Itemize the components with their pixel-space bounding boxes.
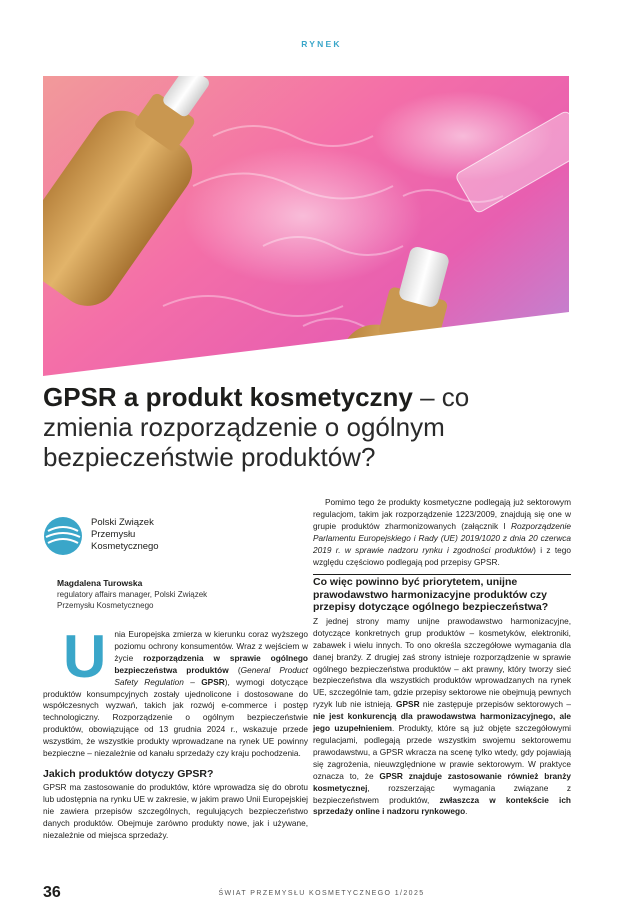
headline-rest: – co zmienia rozporządzenie o ogólnym bezpieczeństwie produktów? — [43, 382, 470, 472]
logo-line-2: Przemysłu — [91, 529, 136, 540]
sector-text-a: Pomimo tego że produkty kosmetyczne podlegają już sektorowym regulacjom, takim jak rozporządzenie 1223/2009, znajdują się one w grupie produktów zharmonizowanych (załącznik I — [313, 497, 571, 531]
priority-text-d: nie jest konkurencją dla prawodawstwa harmonizacyjnego, ale jego uzupełnieniem — [313, 711, 571, 734]
priority-text-e: . Produkty, które są już objęte szczegółowymi regulacjami, podlegają przede wszystkim swojemu sektorowemu prawodawstwu, a GPSR wkracza na scenę tylko wtedy, gdy pojawiają się zagrożenia, nieuwzględnione w prawie sektorowym. W praktyce oznacza to, że — [313, 723, 571, 781]
intro-paragraph — [43, 623, 308, 760]
priority-text-a: Z jednej strony mamy unijne prawodawstwo harmonizacyjne, dotyczące konkretnych grup produktów – kosmetyków, elektroniki, zabawek i wielu innych. To ono określa szczegółowe wymagania dla danej branży. Z drugiej zaś strony istnieje rozporządzenie w sprawie ogólnego bezpieczeństwa produktów – akt prawny, który tworzy sieć bezpieczeństwa dla wszystkich produktów wprowadzanych na rynek UE, szczególnie tam, gdzie przepisy sektorowe nie obejmują pewnych ryzyk lub nie istnieją. — [313, 615, 571, 710]
headline-bold: GPSR a produkt kosmetyczny — [43, 382, 413, 412]
sector-text-b: Rozporządzenie Parlamentu Europejskiego i Rady (UE) 2019/1020 z dnia 20 czerwca 2019 r. w sprawie nadzoru rynku i zgodności produktów — [313, 520, 571, 555]
priority-text-c: nie zastępuje przepisów sektorowych – — [419, 699, 571, 710]
priority-text-f: GPSR znajduje zastosowanie również branży kosmetycznej — [313, 770, 571, 793]
right-column — [313, 497, 571, 818]
sector-text-c: ) i z tego względu częściowo podlegają pod przepisy GPSR. — [313, 544, 571, 567]
author-box — [57, 577, 277, 611]
intro-text-f: GPSR — [201, 676, 225, 687]
intro-text-d: General Product Safety Regulation — [114, 664, 308, 687]
author-role-1: regulatory affairs manager, Polski Związek — [57, 590, 208, 599]
priority-text-g: , rozszerzając wymagania związane z bezpieczeństwem produktów, — [313, 782, 571, 805]
scope-paragraph: GPSR ma zastosowanie do produktów, które wprowadza się do obrotu lub udostępnia na rynku UE w zakresie, w jakim prawo Unii Europejskiej nie zawiera przepisów szczególnych, regulujących bezpieczeństwo danych produktów. Obejmuje zarówno produkty nowe, jak i używane, niezależnie od miejsca sprzedaży. — [43, 782, 308, 841]
intro-text-e: – — [183, 676, 202, 687]
heading-priority: Co więc powinno być priorytetem, unijne prawodawstwo harmonizacyjne produktów czy przepisy dotyczące ogólnego bezpieczeństwa? — [313, 574, 571, 614]
priority-text-h: zwłaszcza w kontekście ich sprzedaży online i nadzoru rynkowego — [313, 794, 571, 817]
author-role-2: Przemysłu Kosmetycznego — [57, 601, 154, 610]
author-name: Magdalena Turowska — [57, 578, 143, 588]
left-column — [43, 623, 308, 842]
intro-text-a: nia Europejska zmierza w kierunku coraz wyższego poziomu ochrony konsumentów. Wraz z wejściem w życie — [114, 629, 308, 663]
section-label: RYNEK — [301, 39, 342, 49]
magazine-title: ŚWIAT PRZEMYSŁU KOSMETYCZNEGO 1/2025 — [218, 890, 425, 897]
page-number: 36 — [43, 884, 61, 901]
intro-text-b: rozporządzenia w sprawie ogólnego bezpieczeństwa produktów — [114, 652, 308, 675]
priority-text-i: . — [465, 806, 468, 817]
logo-line-1: Polski Związek — [91, 517, 154, 528]
priority-paragraph — [313, 616, 571, 818]
sector-paragraph — [313, 497, 571, 568]
dropcap: U — [63, 623, 107, 690]
logo-text — [91, 517, 159, 553]
logo-line-3: Kosmetycznego — [91, 541, 159, 552]
heading-scope: Jakich produktów dotyczy GPSR? — [43, 767, 214, 780]
priority-text-b: GPSR — [396, 699, 420, 710]
intro-text-g: ), wymogi dotyczące produktów konsumpcyjnych zostały ujednolicone i dostosowane do współczesnych wyzwań, takich jak rozwój e-commerce i postęp technologiczny. Rozporządzenie o ogólnym bezpieczeństwie produktów, obowiązujące od 13 grudnia 2024 r., wskazuje przede wszystkim, że wszystkie produkty wprowadzane na rynek UE powinny bezpieczne – niezależnie od kanału sprzedaży czy kraju pochodzenia. — [43, 676, 308, 759]
intro-text-c: ( — [228, 664, 241, 675]
headline — [43, 382, 563, 472]
